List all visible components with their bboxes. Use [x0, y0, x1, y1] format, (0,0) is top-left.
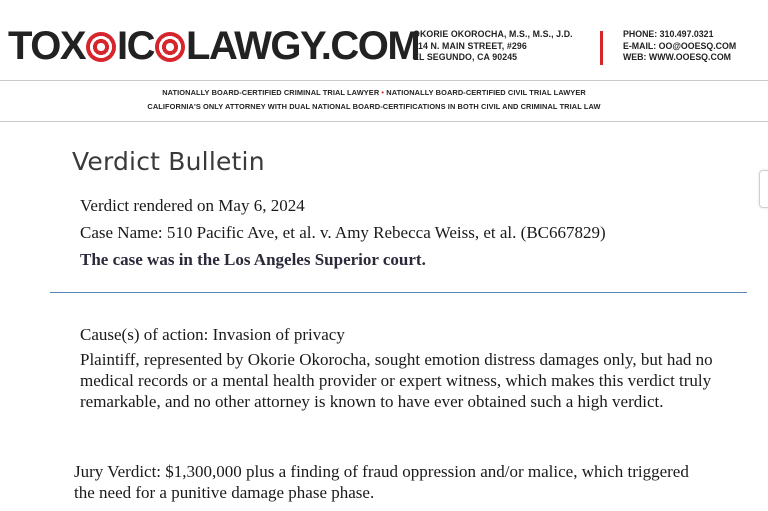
divider — [0, 80, 768, 81]
page-title: Verdict Bulletin — [72, 147, 265, 176]
contact-info — [623, 29, 736, 64]
separator-dot: • — [381, 88, 385, 97]
email-text: E-MAIL: OO@OOESQ.COM — [623, 40, 737, 51]
address-street: 214 N. MAIN STREET, #296 — [413, 40, 527, 51]
attorney-name: OKORIE OKOROCHA, M.S., M.S., J.D. — [413, 29, 573, 39]
target-icon — [155, 32, 185, 62]
phone-text: PHONE: 310.497.0321 — [623, 29, 714, 39]
cert-civil: NATIONALLY BOARD-CERTIFIED CIVIL TRIAL LAWYER — [386, 88, 586, 97]
side-tab-handle[interactable] — [759, 170, 768, 208]
cause-of-action: Cause(s) of action: Invasion of privacy — [80, 325, 345, 344]
section-divider — [50, 292, 747, 293]
logo-text-mid: IC — [117, 24, 155, 68]
target-icon — [86, 32, 116, 62]
address-city: EL SEGUNDO, CA 90245 — [413, 52, 518, 62]
court-info: The case was in the Los Angeles Superior court. — [80, 250, 426, 269]
attorney-address — [413, 29, 573, 64]
certifications-banner — [0, 86, 748, 114]
header-divider — [600, 31, 603, 65]
logo-text-prefix: TOX — [8, 24, 86, 68]
site-logo[interactable] — [8, 26, 419, 66]
case-description: Plaintiff, represented by Okorie Okorocha, sought emotion distress damages only, but had no medical records or a mental health provider or expert witness, which makes this verdict truly remarkable, and no other attorney is known to have ever obtained such a high verdict. — [80, 350, 713, 411]
cert-dual: CALIFORNIA'S ONLY ATTORNEY WITH DUAL NATIONAL BOARD-CERTIFICATIONS IN BOTH CIVIL AND CRIMINAL TRIAL LAW — [147, 102, 601, 111]
case-name: Case Name: 510 Pacific Ave, et al. v. Amy Rebecca Weiss, et al. (BC667829) — [80, 223, 606, 242]
website-text: WEB: WWW.OOESQ.COM — [623, 52, 731, 62]
divider — [0, 121, 768, 122]
jury-verdict: Jury Verdict: $1,300,000 plus a finding of fraud oppression and/or malice, which triggered the need for a punitive damage phase phase. — [74, 462, 689, 502]
verdict-date: Verdict rendered on May 6, 2024 — [80, 196, 305, 215]
logo-text-suffix: LAWGY.COM — [186, 24, 420, 68]
cert-criminal: NATIONALLY BOARD-CERTIFIED CRIMINAL TRIAL LAWYER — [162, 88, 380, 97]
